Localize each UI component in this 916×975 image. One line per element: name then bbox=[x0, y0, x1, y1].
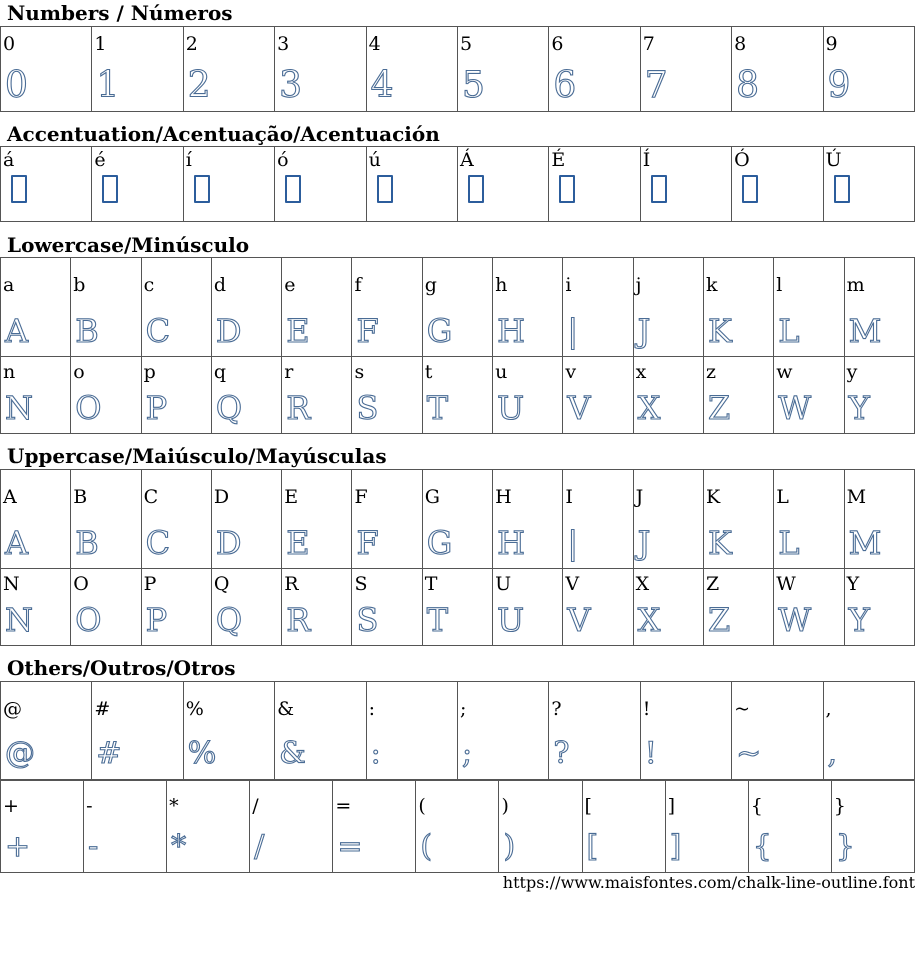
glyph-cell-label: w bbox=[776, 361, 793, 383]
glyph-cell bbox=[183, 682, 274, 780]
uppercase-grid bbox=[0, 469, 915, 646]
glyph-sample: = bbox=[337, 829, 363, 864]
section-title-accents: Accentuation/Acentuação/Acentuación bbox=[7, 122, 440, 146]
glyph-sample: J bbox=[637, 524, 651, 562]
glyph-cell bbox=[92, 27, 183, 112]
glyph-sample: Z bbox=[707, 601, 731, 639]
glyph-sample: L bbox=[778, 524, 800, 562]
glyph-sample: C bbox=[145, 524, 171, 562]
glyph-cell bbox=[352, 357, 422, 434]
glyph-cell-label: É bbox=[551, 149, 566, 171]
glyph-cell-label: é bbox=[94, 149, 106, 171]
glyph-sample: 3 bbox=[279, 65, 303, 106]
font-source-url: https://www.maisfontes.com/chalk-line-outline.font bbox=[502, 873, 915, 892]
glyph-sample: Q bbox=[215, 389, 243, 427]
glyph-sample: Y bbox=[848, 389, 870, 427]
section-title-numbers: Numbers / Números bbox=[7, 1, 233, 25]
glyph-sample: M bbox=[848, 312, 882, 350]
glyph-cell bbox=[71, 357, 141, 434]
glyph-cell bbox=[71, 470, 141, 569]
glyph-sample: K bbox=[707, 524, 732, 562]
glyph-sample: T bbox=[426, 389, 449, 427]
glyph-sample: 4 bbox=[370, 65, 394, 106]
glyph-cell bbox=[1, 470, 71, 569]
glyph-cell bbox=[416, 781, 499, 873]
glyph-cell-label: 0 bbox=[3, 33, 16, 55]
glyph-cell-label: # bbox=[94, 698, 111, 720]
glyph-sample: * bbox=[171, 829, 187, 864]
glyph-cell-label: / bbox=[252, 795, 259, 817]
glyph-cell-label: ] bbox=[667, 795, 676, 817]
glyph-cell bbox=[563, 470, 633, 569]
glyph-cell-label: ( bbox=[418, 795, 426, 817]
glyph-cell bbox=[633, 357, 703, 434]
glyph-cell-label: B bbox=[73, 486, 88, 508]
glyph-cell-label: n bbox=[3, 361, 16, 383]
glyph-cell bbox=[633, 470, 703, 569]
glyph-cell-label: ú bbox=[368, 149, 381, 171]
glyph-sample: F bbox=[356, 312, 379, 350]
glyph-sample: Z bbox=[707, 389, 731, 427]
glyph-cell-label: - bbox=[86, 795, 93, 817]
glyph-sample: S bbox=[356, 601, 379, 639]
glyph-cell bbox=[141, 357, 211, 434]
glyph-sample: | bbox=[567, 524, 579, 562]
glyph-cell-label: 7 bbox=[642, 33, 655, 55]
glyph-cell bbox=[774, 258, 844, 357]
glyph-sample: } bbox=[835, 829, 855, 864]
glyph-sample: { bbox=[752, 829, 772, 864]
glyph-cell bbox=[71, 258, 141, 357]
glyph-sample: | bbox=[567, 312, 579, 350]
glyph-sample: A bbox=[5, 312, 29, 350]
glyph-cell-label: á bbox=[3, 149, 15, 171]
glyph-sample: X bbox=[637, 389, 661, 427]
glyph-sample: 7 bbox=[644, 65, 668, 106]
glyph-cell-label: M bbox=[846, 486, 867, 508]
glyph-cell-label: x bbox=[635, 361, 647, 383]
glyph-sample: / bbox=[254, 829, 265, 864]
glyph-cell-label: Í bbox=[642, 149, 651, 171]
missing-glyph-box-icon bbox=[285, 175, 301, 213]
glyph-cell bbox=[352, 470, 422, 569]
numbers-grid bbox=[0, 26, 915, 112]
glyph-cell bbox=[71, 569, 141, 646]
glyph-sample: P bbox=[145, 601, 168, 639]
glyph-sample: Y bbox=[848, 601, 870, 639]
glyph-sample: O bbox=[75, 601, 102, 639]
glyph-cell-label: S bbox=[354, 573, 368, 595]
glyph-cell bbox=[457, 682, 548, 780]
glyph-cell bbox=[352, 258, 422, 357]
glyph-cell-label: % bbox=[185, 698, 204, 720]
glyph-cell-label: 4 bbox=[368, 33, 381, 55]
glyph-cell-label: 8 bbox=[734, 33, 747, 55]
glyph-cell bbox=[549, 27, 640, 112]
glyph-cell bbox=[92, 147, 183, 222]
glyph-cell bbox=[211, 357, 281, 434]
glyph-cell bbox=[844, 357, 914, 434]
glyph-cell-label: R bbox=[284, 573, 299, 595]
missing-glyph-box-icon bbox=[194, 175, 210, 213]
glyph-sample: U bbox=[497, 389, 525, 427]
glyph-cell bbox=[282, 357, 352, 434]
glyph-cell bbox=[563, 569, 633, 646]
missing-glyph-box-icon bbox=[468, 175, 484, 213]
glyph-cell bbox=[1, 27, 92, 112]
glyph-sample: 0 bbox=[5, 65, 28, 106]
glyph-cell bbox=[844, 569, 914, 646]
glyph-cell bbox=[640, 27, 731, 112]
glyph-sample: J bbox=[637, 312, 651, 350]
glyph-cell bbox=[275, 27, 366, 112]
glyph-cell-label: k bbox=[705, 274, 718, 296]
glyph-cell bbox=[844, 470, 914, 569]
glyph-cell bbox=[1, 258, 71, 357]
glyph-cell-label: * bbox=[169, 795, 179, 817]
glyph-cell-label: O bbox=[73, 573, 89, 595]
glyph-cell-label: 2 bbox=[185, 33, 198, 55]
glyph-cell-label: E bbox=[284, 486, 299, 508]
glyph-cell bbox=[457, 27, 548, 112]
glyph-cell-label: ó bbox=[277, 149, 289, 171]
glyph-cell-label: v bbox=[565, 361, 577, 383]
glyph-cell bbox=[282, 470, 352, 569]
glyph-sample: % bbox=[187, 736, 217, 771]
glyph-cell bbox=[703, 258, 773, 357]
glyph-sample: W bbox=[778, 601, 812, 639]
glyph-cell bbox=[1, 569, 71, 646]
glyph-sample: 2 bbox=[187, 65, 211, 106]
glyph-cell bbox=[141, 470, 211, 569]
glyph-cell bbox=[582, 781, 665, 873]
glyph-sample: # bbox=[96, 736, 122, 771]
glyph-sample: , bbox=[827, 736, 838, 771]
glyph-sample: R bbox=[286, 389, 311, 427]
glyph-sample: 5 bbox=[461, 65, 485, 106]
glyph-sample: P bbox=[145, 389, 168, 427]
glyph-cell-label: q bbox=[213, 361, 227, 383]
glyph-cell-label: t bbox=[424, 361, 433, 383]
glyph-cell-label: J bbox=[635, 486, 644, 508]
glyph-cell-label: 1 bbox=[94, 33, 107, 55]
glyph-cell-label: Ú bbox=[825, 149, 842, 171]
glyph-sample: ~ bbox=[736, 736, 762, 771]
glyph-cell-label: u bbox=[495, 361, 508, 383]
glyph-sample: A bbox=[5, 524, 29, 562]
glyph-cell-label: s bbox=[354, 361, 365, 383]
glyph-cell-label: & bbox=[277, 698, 295, 720]
glyph-sample: - bbox=[88, 829, 99, 864]
glyph-sample: V bbox=[567, 601, 591, 639]
glyph-cell bbox=[549, 682, 640, 780]
glyph-cell-label: U bbox=[495, 573, 512, 595]
glyph-cell-label: V bbox=[565, 573, 580, 595]
glyph-cell bbox=[422, 258, 492, 357]
glyph-cell bbox=[141, 569, 211, 646]
missing-glyph-box-icon bbox=[102, 175, 118, 213]
glyph-cell-label: D bbox=[213, 486, 230, 508]
glyph-cell-label: í bbox=[185, 149, 192, 171]
glyph-cell bbox=[703, 357, 773, 434]
glyph-cell bbox=[457, 147, 548, 222]
glyph-cell bbox=[633, 569, 703, 646]
glyph-cell-label: Ó bbox=[734, 149, 750, 171]
glyph-cell-label: P bbox=[143, 573, 157, 595]
glyph-cell bbox=[823, 27, 914, 112]
glyph-cell-label: 5 bbox=[459, 33, 473, 55]
glyph-cell-label: b bbox=[73, 274, 86, 296]
glyph-cell-label: i bbox=[565, 274, 572, 296]
glyph-cell bbox=[844, 258, 914, 357]
glyph-sample: [ bbox=[586, 829, 599, 864]
glyph-sample: 8 bbox=[736, 65, 760, 106]
glyph-cell bbox=[493, 258, 563, 357]
missing-glyph-box-icon bbox=[834, 175, 850, 213]
glyph-cell-label: ~ bbox=[734, 698, 751, 720]
glyph-cell-label: I bbox=[565, 486, 573, 508]
glyph-cell bbox=[167, 781, 250, 873]
glyph-cell bbox=[563, 258, 633, 357]
glyph-cell-label: j bbox=[635, 274, 642, 296]
glyph-cell bbox=[563, 357, 633, 434]
glyph-cell bbox=[211, 470, 281, 569]
glyph-cell-label: G bbox=[424, 486, 440, 508]
glyph-sample: N bbox=[5, 389, 33, 427]
glyph-cell-label: : bbox=[368, 698, 375, 720]
glyph-cell-label: Z bbox=[705, 573, 720, 595]
glyph-cell-label: W bbox=[776, 573, 796, 595]
glyph-cell bbox=[493, 357, 563, 434]
glyph-cell bbox=[499, 781, 582, 873]
glyph-sample: L bbox=[778, 312, 800, 350]
glyph-cell bbox=[366, 147, 457, 222]
glyph-sample: X bbox=[637, 601, 661, 639]
glyph-cell bbox=[183, 147, 274, 222]
glyph-cell bbox=[211, 569, 281, 646]
glyph-cell bbox=[732, 27, 823, 112]
glyph-sample: H bbox=[497, 524, 525, 562]
glyph-sample: R bbox=[286, 601, 311, 639]
glyph-cell bbox=[703, 470, 773, 569]
glyph-cell-label: d bbox=[213, 274, 227, 296]
glyph-cell bbox=[493, 569, 563, 646]
glyph-cell-label: h bbox=[495, 274, 508, 296]
glyph-sample: ! bbox=[644, 736, 657, 771]
missing-glyph-box-icon bbox=[559, 175, 575, 213]
glyph-cell bbox=[640, 682, 731, 780]
glyph-cell-label: N bbox=[3, 573, 20, 595]
accents-grid bbox=[0, 146, 915, 222]
missing-glyph-box-icon bbox=[651, 175, 667, 213]
glyph-sample: B bbox=[75, 524, 99, 562]
glyph-sample: D bbox=[215, 312, 242, 350]
glyph-sample: E bbox=[286, 312, 310, 350]
glyph-cell-label: r bbox=[284, 361, 294, 383]
glyph-sample: ] bbox=[669, 829, 682, 864]
others-grid-2 bbox=[0, 780, 915, 873]
glyph-sample: K bbox=[707, 312, 732, 350]
glyph-cell-label: , bbox=[825, 698, 832, 720]
glyph-cell bbox=[352, 569, 422, 646]
glyph-cell bbox=[422, 569, 492, 646]
glyph-cell bbox=[366, 682, 457, 780]
glyph-cell bbox=[748, 781, 831, 873]
missing-glyph-box-icon bbox=[742, 175, 758, 213]
glyph-cell-label: Á bbox=[459, 149, 474, 171]
glyph-sample: H bbox=[497, 312, 525, 350]
glyph-sample: ? bbox=[553, 736, 570, 771]
glyph-cell bbox=[183, 27, 274, 112]
glyph-cell-label: C bbox=[143, 486, 159, 508]
glyph-sample: B bbox=[75, 312, 99, 350]
glyph-sample: D bbox=[215, 524, 242, 562]
glyph-cell-label: @ bbox=[3, 698, 22, 720]
glyph-cell bbox=[493, 470, 563, 569]
glyph-sample: & bbox=[279, 736, 306, 771]
missing-glyph-box-icon bbox=[11, 175, 27, 213]
lowercase-grid bbox=[0, 257, 915, 434]
glyph-cell-label: 3 bbox=[277, 33, 290, 55]
glyph-cell bbox=[1, 682, 92, 780]
glyph-sample: Q bbox=[215, 601, 243, 639]
glyph-sample: : bbox=[370, 736, 381, 771]
glyph-cell bbox=[1, 357, 71, 434]
glyph-cell-label: ) bbox=[501, 795, 509, 817]
glyph-cell bbox=[823, 682, 914, 780]
glyph-sample: U bbox=[497, 601, 525, 639]
glyph-cell bbox=[282, 569, 352, 646]
glyph-cell-label: } bbox=[833, 795, 846, 817]
glyph-sample: ) bbox=[503, 829, 516, 864]
glyph-cell bbox=[422, 470, 492, 569]
glyph-cell-label: X bbox=[635, 573, 650, 595]
glyph-cell-label: ; bbox=[459, 698, 467, 720]
glyph-cell bbox=[774, 357, 844, 434]
glyph-cell bbox=[732, 147, 823, 222]
glyph-cell-label: L bbox=[776, 486, 789, 508]
glyph-cell bbox=[275, 682, 366, 780]
glyph-sample: V bbox=[567, 389, 591, 427]
glyph-cell bbox=[831, 781, 914, 873]
glyph-cell bbox=[774, 569, 844, 646]
glyph-cell-label: [ bbox=[584, 795, 592, 817]
glyph-cell-label: z bbox=[705, 361, 716, 383]
glyph-cell-label: p bbox=[143, 361, 156, 383]
glyph-sample: M bbox=[848, 524, 882, 562]
glyph-sample: O bbox=[75, 389, 102, 427]
glyph-cell bbox=[366, 27, 457, 112]
glyph-cell bbox=[665, 781, 748, 873]
glyph-sample: @ bbox=[5, 736, 35, 771]
glyph-cell bbox=[141, 258, 211, 357]
glyph-sample: T bbox=[426, 601, 449, 639]
glyph-cell-label: 6 bbox=[551, 33, 564, 55]
glyph-cell bbox=[250, 781, 333, 873]
glyph-sample: G bbox=[426, 524, 453, 562]
glyph-sample: ( bbox=[420, 829, 433, 864]
glyph-cell-label: ? bbox=[551, 698, 562, 720]
others-grid-1 bbox=[0, 681, 915, 780]
glyph-cell bbox=[282, 258, 352, 357]
glyph-sample: E bbox=[286, 524, 310, 562]
glyph-sample: ; bbox=[461, 736, 473, 771]
glyph-cell bbox=[732, 682, 823, 780]
glyph-cell-label: K bbox=[705, 486, 721, 508]
glyph-cell-label: Q bbox=[213, 573, 230, 595]
missing-glyph-box-icon bbox=[377, 175, 393, 213]
section-title-uppercase: Uppercase/Maiúsculo/Mayúsculas bbox=[7, 444, 387, 468]
glyph-cell bbox=[1, 781, 84, 873]
glyph-cell-label: { bbox=[750, 795, 763, 817]
glyph-cell-label: A bbox=[3, 486, 17, 508]
glyph-cell bbox=[549, 147, 640, 222]
glyph-cell bbox=[823, 147, 914, 222]
glyph-cell bbox=[774, 470, 844, 569]
glyph-cell-label: f bbox=[354, 274, 362, 296]
glyph-sample: N bbox=[5, 601, 33, 639]
glyph-cell-label: T bbox=[424, 573, 438, 595]
glyph-cell-label: a bbox=[3, 274, 15, 296]
glyph-cell-label: H bbox=[495, 486, 512, 508]
glyph-cell-label: m bbox=[846, 274, 865, 296]
glyph-sample: 1 bbox=[96, 65, 120, 106]
glyph-cell bbox=[92, 682, 183, 780]
section-title-others: Others/Outros/Otros bbox=[7, 656, 236, 680]
glyph-cell-label: c bbox=[143, 274, 155, 296]
glyph-cell-label: l bbox=[776, 274, 783, 296]
glyph-cell bbox=[703, 569, 773, 646]
glyph-cell bbox=[211, 258, 281, 357]
glyph-cell bbox=[275, 147, 366, 222]
glyph-cell bbox=[84, 781, 167, 873]
glyph-sample: W bbox=[778, 389, 812, 427]
glyph-cell-label: g bbox=[424, 274, 437, 296]
glyph-cell-label: Y bbox=[846, 573, 860, 595]
glyph-cell-label: F bbox=[354, 486, 368, 508]
glyph-cell-label: + bbox=[3, 795, 19, 817]
glyph-cell-label: = bbox=[335, 795, 352, 817]
glyph-cell-label: 9 bbox=[825, 33, 838, 55]
glyph-sample: G bbox=[426, 312, 453, 350]
glyph-sample: + bbox=[5, 829, 31, 864]
glyph-cell bbox=[640, 147, 731, 222]
glyph-cell bbox=[1, 147, 92, 222]
glyph-sample: C bbox=[145, 312, 171, 350]
glyph-cell-label: e bbox=[284, 274, 296, 296]
glyph-sample: 6 bbox=[553, 65, 577, 106]
glyph-cell bbox=[633, 258, 703, 357]
glyph-sample: S bbox=[356, 389, 379, 427]
glyph-cell-label: y bbox=[846, 361, 858, 383]
glyph-cell-label: ! bbox=[642, 698, 651, 720]
glyph-cell bbox=[333, 781, 416, 873]
glyph-sample: F bbox=[356, 524, 379, 562]
glyph-cell bbox=[422, 357, 492, 434]
glyph-cell-label: o bbox=[73, 361, 85, 383]
section-title-lowercase: Lowercase/Minúsculo bbox=[7, 233, 250, 257]
glyph-sample: 9 bbox=[827, 65, 851, 106]
